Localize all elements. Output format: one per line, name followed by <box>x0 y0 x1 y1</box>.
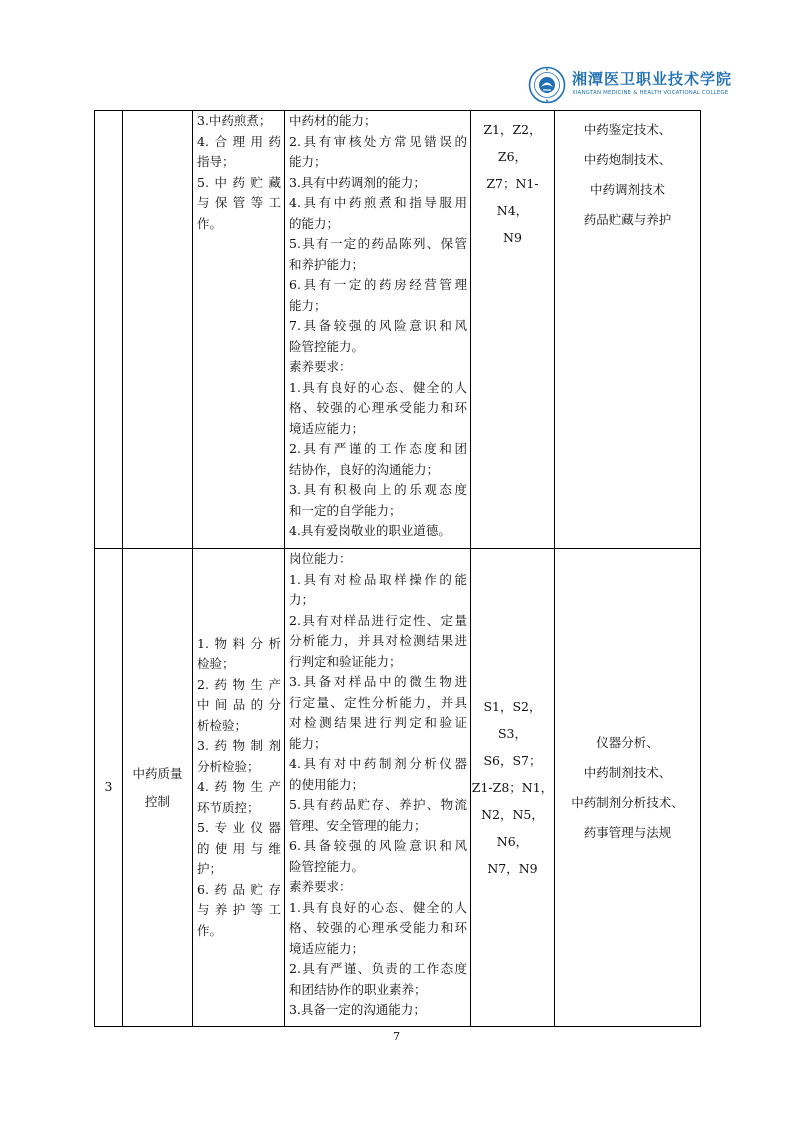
tasks-line: 3.药物制剂 <box>197 738 281 754</box>
abil-line: 分析能力，并具对检测结果进 <box>289 633 467 648</box>
code-cell <box>471 549 555 1027</box>
abil-line: 能力； <box>289 154 327 169</box>
tasks-line: 4.药物生产 <box>197 779 281 795</box>
college-name-cn: 湘潭医卫职业技术学院 <box>572 70 733 88</box>
table-row <box>95 111 701 549</box>
ability-cell <box>285 549 471 1027</box>
abil-line: 3.具备一定的沟通能力； <box>289 1002 426 1017</box>
tasks-line: 中间品的分 <box>197 697 281 713</box>
curriculum-table <box>94 110 701 1027</box>
abil-line: 素养要求： <box>289 359 352 374</box>
tasks-line: 4.合理用药 <box>197 133 281 149</box>
course-cell <box>555 111 701 549</box>
abil-line: 中药材的能力； <box>289 113 377 128</box>
course-cell <box>555 549 701 1027</box>
row-number-cell: 3 <box>95 549 123 1027</box>
abil-line: 5.具有一定的药品陈列、保管 <box>289 236 467 251</box>
abil-line: 险管控能力。 <box>289 858 365 874</box>
task-cell <box>193 549 285 1027</box>
tasks-line: 1.物料分析 <box>197 635 281 651</box>
ability-cell <box>285 111 471 549</box>
abil-line: 能力； <box>289 297 327 313</box>
tasks-line: 指导； <box>197 154 235 169</box>
job-title-cell <box>123 111 193 549</box>
abil-line: 3.具备对样品中的微生物进 <box>289 674 467 689</box>
courses-line: 药事管理与法规 <box>583 824 672 840</box>
task-cell <box>193 111 285 549</box>
abil-line: 2.具有严谨的工作态度和团 <box>289 441 467 456</box>
tasks-line: 析检验； <box>197 717 248 733</box>
tasks-line: 作。 <box>197 922 223 938</box>
codes-line: N2，N5，N6， <box>481 807 544 849</box>
abil-line: 素养要求： <box>289 879 352 894</box>
abil-line: 2.具有审核处方常见错误的 <box>289 133 467 149</box>
abil-line: 行判定和验证能力； <box>289 653 402 669</box>
table-row <box>95 549 701 1027</box>
abil-line: 2.具有对样品进行定性、定量 <box>289 612 467 628</box>
abil-line: 1.具有对检品取样操作的能 <box>289 571 467 587</box>
abil-line: 5.具有药品贮存、养护、物流 <box>289 797 467 812</box>
abil-line: 境适应能力； <box>289 940 365 956</box>
courses-line: 中药调剂技术 <box>589 182 665 197</box>
tasks-line: 护； <box>197 861 223 877</box>
row-number-cell <box>95 111 123 549</box>
tasks-line: 与保管等工 <box>197 195 281 210</box>
abil-line: 6.具备较强的风险意识和风 <box>289 838 467 853</box>
job-title-cell <box>123 549 193 1027</box>
courses-line: 中药炮制技术、 <box>583 152 672 167</box>
page-number: 7 <box>393 1030 400 1043</box>
abil-line: 4.具有对中药制剂分析仪器 <box>289 756 467 771</box>
abil-line: 行定量、定性分析能力，并具 <box>289 694 467 710</box>
abil-line: 能力； <box>289 735 327 751</box>
job-title-line: 控制 <box>144 793 170 809</box>
tasks-line: 5.中药贮藏 <box>197 174 281 190</box>
abil-line: 4.具有爱岗敬业的职业道德。 <box>289 523 451 538</box>
codes-line: S1，S2，S3， <box>483 699 542 741</box>
abil-line: 和养护能力； <box>289 256 365 272</box>
tasks-line: 3.中药煎煮； <box>197 113 272 128</box>
abil-line: 和一定的自学能力； <box>289 502 402 518</box>
tasks-line: 5.专业仪器 <box>197 820 281 836</box>
abil-line: 3.具有积极向上的乐观态度 <box>289 482 467 497</box>
abil-line: 7.具备较强的风险意识和风 <box>289 318 467 333</box>
courses-line: 药品贮藏与养护 <box>583 212 672 227</box>
job-title-line: 中药质量 <box>132 765 183 781</box>
tasks-line: 6.药品贮存 <box>197 881 281 897</box>
codes-line: N9 <box>503 230 522 245</box>
abil-line: 格、较强的心理承受能力和环 <box>289 400 467 415</box>
college-seal-icon <box>528 66 566 104</box>
abil-line: 1.具有良好的心态、健全的人 <box>289 899 467 915</box>
tasks-line: 与养护等工 <box>197 902 281 918</box>
tasks-line: 检验； <box>197 656 235 672</box>
tasks-line: 环节质控； <box>197 799 260 815</box>
abil-line: 管理、安全管理的能力； <box>289 817 427 833</box>
college-name-en: XIANGTAN MEDICINE & HEALTH VOCATIONAL COLLEGE <box>572 90 729 96</box>
codes-line: Z7；N1-N4， <box>486 176 539 218</box>
abil-line: 力； <box>289 592 315 607</box>
codes-line: S6，S7； <box>483 753 542 768</box>
abil-line: 和团结协作的职业素养； <box>289 981 427 997</box>
code-cell <box>471 111 555 549</box>
courses-line: 仪器分析、 <box>596 734 659 750</box>
tasks-line: 2.药物生产 <box>197 676 281 692</box>
abil-line: 险管控能力。 <box>289 338 365 354</box>
abil-line: 格、较强的心理承受能力和环 <box>289 920 467 935</box>
abil-line: 2.具有严谨、负责的工作态度 <box>289 961 467 976</box>
tasks-line: 作。 <box>197 215 223 231</box>
abil-line: 结协作，良好的沟通能力； <box>289 461 440 477</box>
tasks-line: 分析检验； <box>197 758 260 774</box>
abil-line: 对检测结果进行判定和验证 <box>289 715 467 730</box>
courses-line: 中药鉴定技术、 <box>583 122 672 137</box>
abil-line: 3.具有中药调剂的能力； <box>289 174 426 190</box>
tasks-line: 的使用与维 <box>197 840 281 856</box>
abil-line: 岗位能力： <box>289 551 352 566</box>
abil-line: 6.具有一定的药房经营管理 <box>289 277 467 292</box>
abil-line: 4.具有中药煎煮和指导服用 <box>289 195 467 210</box>
college-logo <box>528 66 733 108</box>
abil-line: 1.具有良好的心态、健全的人 <box>289 379 467 395</box>
abil-line: 的能力； <box>289 215 340 231</box>
codes-line: Z1，Z2，Z6， <box>483 122 542 164</box>
abil-line: 的使用能力； <box>289 776 365 792</box>
courses-line: 中药制剂技术、 <box>583 764 672 780</box>
codes-line: Z1-Z8；N1， <box>471 780 554 795</box>
courses-line: 中药制剂分析技术、 <box>571 794 684 810</box>
abil-line: 境适应能力； <box>289 420 365 436</box>
codes-line: N7，N9 <box>487 861 538 876</box>
